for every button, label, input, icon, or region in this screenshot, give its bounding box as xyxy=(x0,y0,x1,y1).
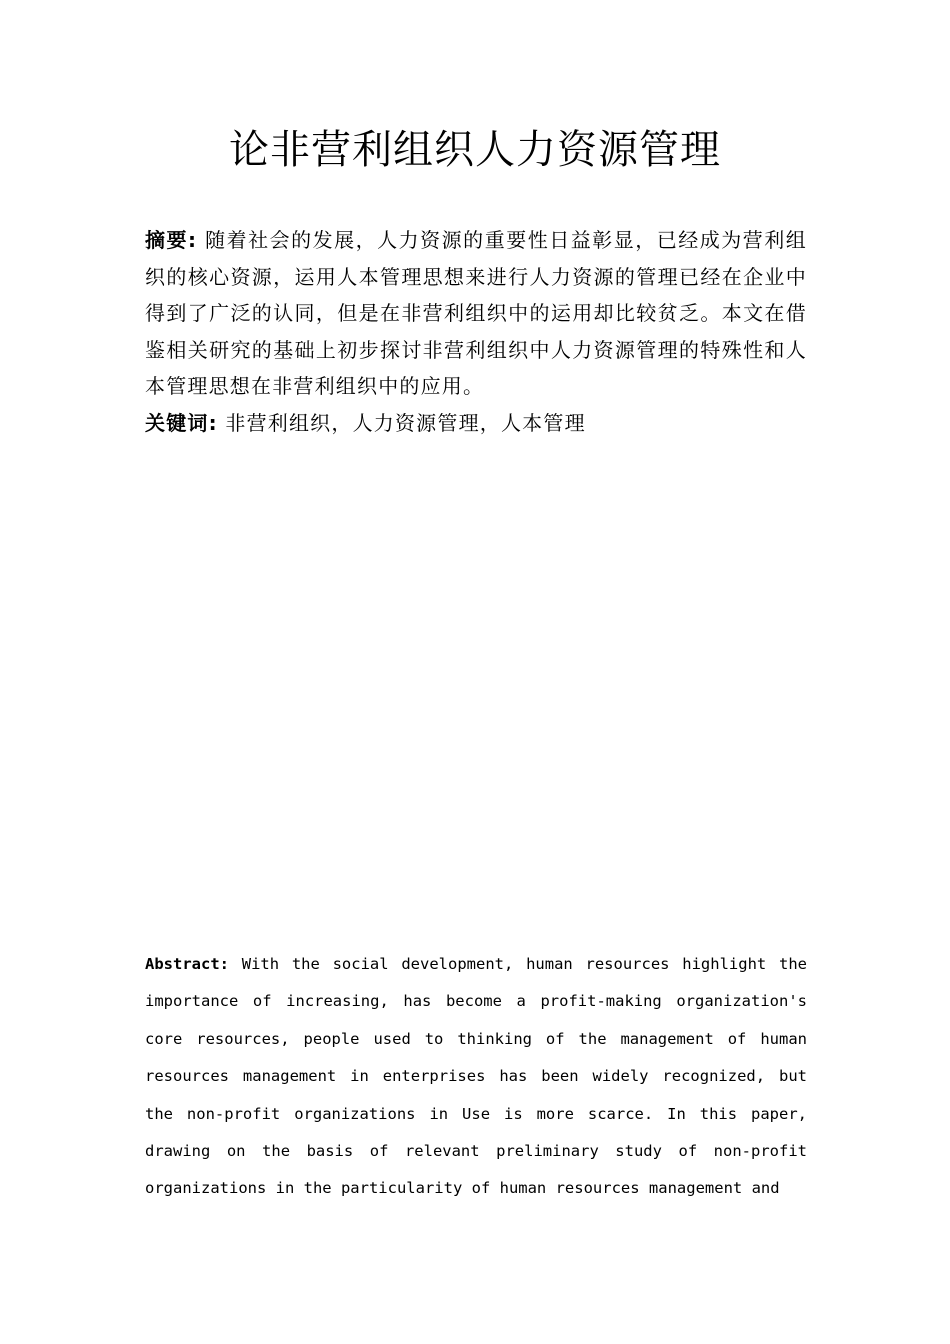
chinese-abstract xyxy=(145,222,807,405)
abstract-cn-label: 摘要: xyxy=(145,228,198,252)
chinese-keywords xyxy=(145,405,807,442)
abstract-en-label: Abstract: xyxy=(145,955,229,973)
keywords-cn-label: 关键词: xyxy=(145,410,218,435)
abstract-cn-text: 随着社会的发展，人力资源的重要性日益彰显，已经成为营利组织的核心资源，运用人本管理思想来进行人力资源的管理已经在企业中得到了广泛的认同，但是在非营利组织中的运用却比较贫乏。本文在借鉴相关研究的基础上初步探讨非营利组织中人力资源管理的特殊性和人本管理思想在非营利组织中的应用。 xyxy=(145,228,807,398)
keywords-cn-text: 非营利组织，人力资源管理，人本管理 xyxy=(225,410,586,435)
english-abstract xyxy=(145,946,807,1208)
english-abstract-section xyxy=(145,946,807,1208)
page-title: 论非营利组织人力资源管理 xyxy=(229,127,721,173)
abstract-en-text: With the social development, human resources highlight the importance of increasing, has become a profit-making organization's core resources, people used to thinking of the management of human resources management in enterprises has been widely recognized, but the non-profit organizations in Use is more scarce. In this paper, drawing on the basis of relevant preliminary study of non-profit organizations in the particularity of human resources management and xyxy=(145,955,807,1198)
chinese-abstract-section xyxy=(145,222,807,441)
